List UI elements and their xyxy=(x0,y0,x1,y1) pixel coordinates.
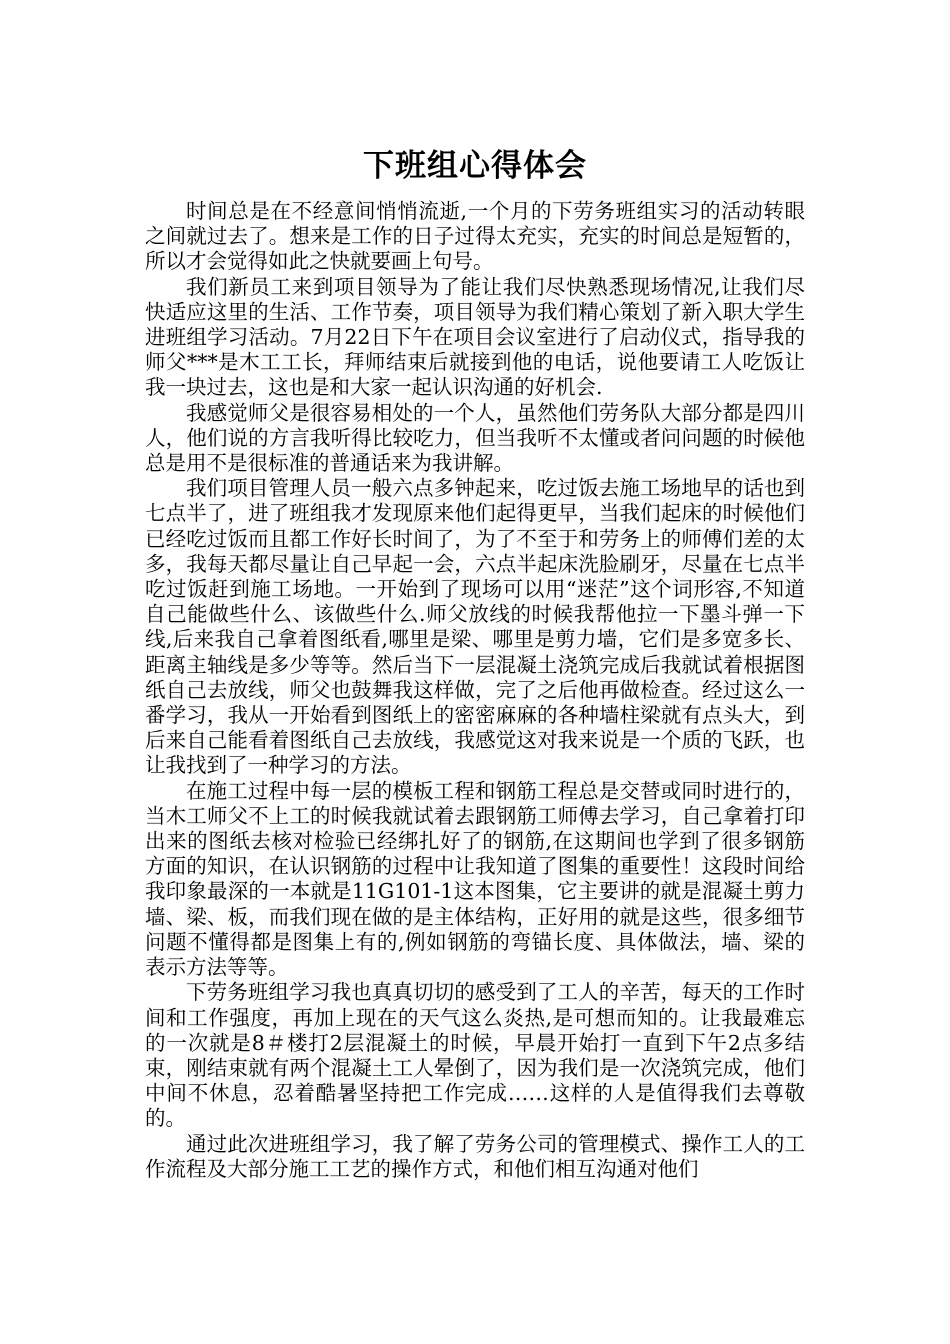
paragraph: 我感觉师父是很容易相处的一个人，虽然他们劳务队大部分都是四川人，他们说的方言我听得比较吃力，但当我听不太懂或者问问题的时候他总是用不是很标准的普通话来为我讲解。 xyxy=(145,400,805,476)
paragraph: 在施工过程中每一层的模板工程和钢筋工程总是交替或同时进行的，当木工师父不上工的时候我就试着去跟钢筋工师傅去学习，自己拿着打印出来的图纸去核对检验已经绑扎好了的钢筋,在这期间也学到了很多钢筋方面的知识，在认识钢筋的过程中让我知道了图集的重要性！这段时间给我印象最深的一本就是11G101-1这本图集，它主要讲的就是混凝土剪力墙、梁、板，而我们现在做的是主体结构，正好用的就是这些，很多细节问题不懂得都是图集上有的,例如钢筋的弯锚长度、具体做法，墙、梁的表示方法等等。 xyxy=(145,778,805,980)
paragraph: 我们项目管理人员一般六点多钟起来，吃过饭去施工场地早的话也到七点半了，进了班组我才发现原来他们起得更早，当我们起床的时候他们已经吃过饭而且都工作好长时间了，为了不至于和劳务上的师傅们差的太多，我每天都尽量让自己早起一会，六点半起床洗脸刷牙，尽量在七点半吃过饭赶到施工场地。一开始到了现场可以用“迷茫”这个词形容,不知道自己能做些什么、该做些什么.师父放线的时候我帮他拉一下墨斗弹一下线,后来我自己拿着图纸看,哪里是梁、哪里是剪力墙，它们是多宽多长、距离主轴线是多少等等。然后当下一层混凝土浇筑完成后我就试着根据图纸自己去放线，师父也鼓舞我这样做，完了之后他再做检查。经过这么一番学习，我从一开始看到图纸上的密密麻麻的各种墙柱梁就有点头大，到后来自己能看着图纸自己去放线，我感觉这对我来说是一个质的飞跃，也让我找到了一种学习的方法。 xyxy=(145,476,805,778)
document-title: 下班组心得体会 xyxy=(363,148,587,184)
paragraph: 时间总是在不经意间悄悄流逝,一个月的下劳务班组实习的活动转眼之间就过去了。想来是工作的日子过得太充实，充实的时间总是短暂的，所以才会觉得如此之快就要画上句号。 xyxy=(145,199,805,274)
paragraph: 通过此次进班组学习，我了解了劳务公司的管理模式、操作工人的工作流程及大部分施工工艺的操作方式，和他们相互沟通对他们 xyxy=(145,1131,805,1181)
paragraph: 下劳务班组学习我也真真切切的感受到了工人的辛苦，每天的工作时间和工作强度，再加上现在的天气这么炎热,是可想而知的。让我最难忘的一次就是8＃楼打2层混凝土的时候，早晨开始打一直到下午2点多结束，刚结束就有两个混凝土工人晕倒了，因为我们是一次浇筑完成，他们中间不休息，忍着酷暑坚持把工作完成……这样的人是值得我们去尊敬的。 xyxy=(145,980,805,1131)
document-body xyxy=(145,199,805,1182)
paragraph: 我们新员工来到项目领导为了能让我们尽快熟悉现场情况,让我们尽快适应这里的生活、工作节奏，项目领导为我们精心策划了新入职大学生进班组学习活动。7月22日下午在项目会议室进行了启动仪式，指导我的师父***是木工工长，拜师结束后就接到他的电话，说他要请工人吃饭让我一块过去，这也是和大家一起认识沟通的好机会. xyxy=(145,274,805,400)
